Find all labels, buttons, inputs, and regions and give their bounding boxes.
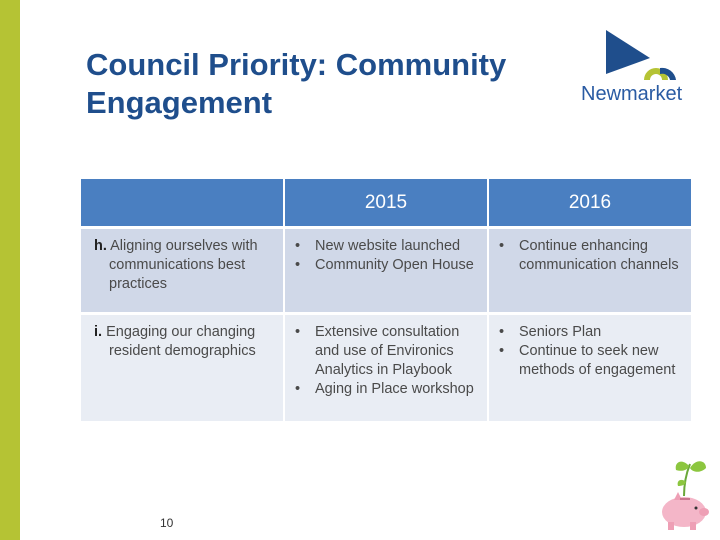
header-2015: 2015 xyxy=(285,179,487,229)
cell-2016 xyxy=(489,315,691,424)
row-letter: h. xyxy=(94,238,107,254)
list-item: • New website launched xyxy=(295,238,461,254)
row-label-text: Aligning ourselves with communications best practices xyxy=(109,238,258,292)
item-text: Aging in Place workshop xyxy=(315,381,474,397)
piggy-bank-sprout-icon xyxy=(656,456,712,532)
cell-2015 xyxy=(285,229,487,315)
cell-2016 xyxy=(489,229,691,315)
slide-title xyxy=(86,46,586,122)
list-item: • Community Open House xyxy=(295,257,474,273)
item-text: New website launched xyxy=(315,238,461,254)
item-text: Continue enhancing communication channels xyxy=(519,238,679,273)
row-letter: i. xyxy=(94,324,103,340)
header-empty xyxy=(81,179,283,229)
accent-bar xyxy=(0,0,20,540)
list-item: • Continue to seek new methods of engagement xyxy=(499,343,676,378)
title-line-2: Engagement xyxy=(86,85,273,120)
row-label xyxy=(81,229,283,315)
table-header-row xyxy=(81,179,691,229)
list-item: • Continue enhancing communication channels xyxy=(499,238,679,273)
priority-table xyxy=(79,179,693,424)
cell-2015 xyxy=(285,315,487,424)
title-line-1: Council Priority: Community xyxy=(86,47,507,82)
row-label xyxy=(81,315,283,424)
item-text: Extensive consultation and use of Environics Analytics in Playbook xyxy=(315,324,460,378)
row-label-text: Engaging our changing resident demographics xyxy=(106,324,256,359)
page-number: 10 xyxy=(160,516,174,530)
list-item: • Seniors Plan xyxy=(499,324,602,340)
logo-text: Newmarket xyxy=(581,83,683,105)
item-text: Seniors Plan xyxy=(519,324,602,340)
list-item: • Aging in Place workshop xyxy=(295,381,474,397)
item-text: Continue to seek new methods of engagement xyxy=(519,343,676,378)
list-item: • Extensive consultation and use of Environics Analytics in Playbook xyxy=(295,324,460,378)
item-text: Community Open House xyxy=(315,257,474,273)
header-2016: 2016 xyxy=(489,179,691,229)
table-row xyxy=(81,229,691,315)
table-row xyxy=(81,315,691,424)
